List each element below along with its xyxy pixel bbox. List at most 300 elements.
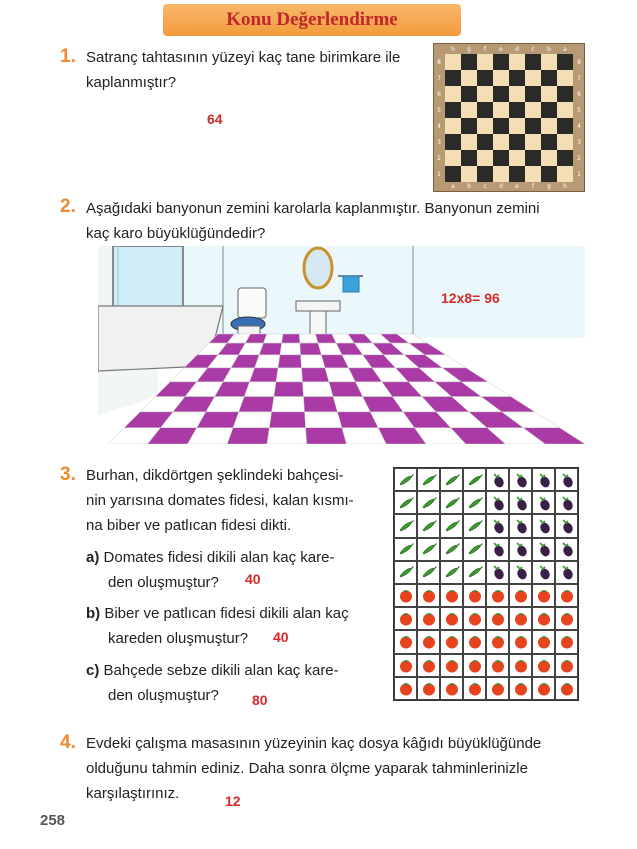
chess-square xyxy=(461,134,477,150)
tomato-cell xyxy=(532,584,555,607)
tomato-cell xyxy=(394,584,417,607)
floor-tile xyxy=(274,382,304,397)
tomato-icon xyxy=(467,681,483,696)
chess-square xyxy=(557,54,573,70)
board-left-label: 6 xyxy=(437,91,441,98)
section-title: Konu Değerlendirme xyxy=(226,9,398,30)
question-4-number: 4. xyxy=(60,732,76,753)
chess-board xyxy=(433,43,585,192)
chess-square xyxy=(477,166,493,182)
eggplant-cell xyxy=(532,538,555,561)
question-3c-line2: den oluşmuştur? xyxy=(108,687,219,704)
pepper-cell xyxy=(417,561,440,584)
tomato-cell xyxy=(532,607,555,630)
tomato-icon xyxy=(444,681,460,696)
pepper-cell xyxy=(394,491,417,514)
eggplant-cell xyxy=(555,538,578,561)
tomato-cell xyxy=(555,677,578,700)
chess-square xyxy=(477,134,493,150)
tomato-icon xyxy=(513,681,529,696)
chess-square xyxy=(541,54,557,70)
tomato-icon xyxy=(490,634,506,649)
question-3-text xyxy=(86,463,386,538)
question-2-line2: kaç karo büyüklüğündedir? xyxy=(86,225,266,242)
question-3b-line1: Biber ve patlıcan fidesi dikili alan kaç xyxy=(104,605,349,622)
tomato-cell xyxy=(532,630,555,653)
floor-tile xyxy=(272,397,305,412)
tomato-icon xyxy=(421,658,437,673)
board-left-label: 1 xyxy=(437,171,441,178)
tomato-cell xyxy=(532,677,555,700)
board-top-label: c xyxy=(531,46,535,53)
chess-square xyxy=(509,134,525,150)
chess-square xyxy=(461,54,477,70)
pepper-cell xyxy=(440,468,463,491)
question-3b xyxy=(86,601,386,651)
pepper-icon xyxy=(398,497,414,509)
question-3b-line2: kareden oluşmuştur? xyxy=(108,630,249,647)
eggplant-icon xyxy=(514,518,528,534)
eggplant-icon xyxy=(491,564,505,580)
floor-tile xyxy=(267,428,307,444)
eggplant-cell xyxy=(486,561,509,584)
board-bottom-label: h xyxy=(563,183,567,190)
chess-square xyxy=(445,86,461,102)
chess-square xyxy=(477,118,493,134)
chess-square xyxy=(541,166,557,182)
pepper-icon xyxy=(467,474,483,486)
board-top-label: b xyxy=(547,46,551,53)
floor-tile xyxy=(301,355,325,368)
question-1-line2: kaplanmıştır? xyxy=(86,74,177,91)
tomato-cell xyxy=(440,677,463,700)
eggplant-cell xyxy=(486,514,509,537)
tomato-icon xyxy=(398,611,414,626)
pepper-cell xyxy=(417,468,440,491)
floor-tile xyxy=(306,428,347,444)
question-3a xyxy=(86,545,386,595)
chess-square xyxy=(557,150,573,166)
chess-square xyxy=(445,54,461,70)
chess-square xyxy=(509,70,525,86)
pepper-cell xyxy=(440,538,463,561)
eggplant-cell xyxy=(486,491,509,514)
tomato-cell xyxy=(532,654,555,677)
tomato-icon xyxy=(398,658,414,673)
tomato-icon xyxy=(444,634,460,649)
tomato-cell xyxy=(555,654,578,677)
pepper-cell xyxy=(440,491,463,514)
eggplant-icon xyxy=(537,518,551,534)
chess-square xyxy=(493,166,509,182)
tomato-icon xyxy=(421,634,437,649)
question-3-line1: Burhan, dikdörtgen şeklindeki bahçesi- xyxy=(86,467,344,484)
board-left-label: 8 xyxy=(437,59,441,66)
pepper-icon xyxy=(444,474,460,486)
chess-square xyxy=(461,150,477,166)
pepper-icon xyxy=(444,520,460,532)
question-3c-answer: 80 xyxy=(252,692,268,708)
eggplant-cell xyxy=(532,514,555,537)
tomato-cell xyxy=(509,584,532,607)
tomato-cell xyxy=(440,584,463,607)
board-bottom-label: d xyxy=(499,183,503,190)
eggplant-icon xyxy=(491,495,505,511)
pepper-icon xyxy=(444,497,460,509)
eggplant-cell xyxy=(509,538,532,561)
tomato-icon xyxy=(536,611,552,626)
chess-square xyxy=(509,118,525,134)
question-3-line3: na biber ve patlıcan fidesi dikti. xyxy=(86,517,292,534)
pepper-icon xyxy=(421,474,437,486)
tomato-cell xyxy=(486,607,509,630)
pepper-cell xyxy=(463,468,486,491)
chess-square xyxy=(493,102,509,118)
tomato-cell xyxy=(486,630,509,653)
eggplant-cell xyxy=(555,514,578,537)
tomato-icon xyxy=(513,611,529,626)
tomato-cell xyxy=(417,677,440,700)
tomato-cell xyxy=(509,630,532,653)
chess-square xyxy=(525,166,541,182)
pepper-icon xyxy=(467,566,483,578)
tomato-cell xyxy=(486,677,509,700)
board-left-label: 7 xyxy=(437,75,441,82)
tomato-cell xyxy=(440,654,463,677)
chess-square xyxy=(445,134,461,150)
eggplant-cell xyxy=(555,491,578,514)
board-top-label: g xyxy=(467,46,471,53)
pepper-icon xyxy=(398,474,414,486)
question-4-line1: Evdeki çalışma masasının yüzeyinin kaç dosya kâğıdı büyüklüğünde xyxy=(86,735,542,752)
question-3-line2: nin yarısına domates fidesi, kalan kısmı- xyxy=(86,492,354,509)
board-bottom-label: g xyxy=(547,183,551,190)
page-number: 258 xyxy=(40,812,66,829)
eggplant-icon xyxy=(491,472,505,488)
chess-square xyxy=(557,86,573,102)
tomato-icon xyxy=(513,634,529,649)
floor-tile xyxy=(244,382,276,397)
eggplant-icon xyxy=(491,518,505,534)
chess-square xyxy=(557,118,573,134)
chess-square xyxy=(509,102,525,118)
tomato-icon xyxy=(421,611,437,626)
eggplant-icon xyxy=(514,495,528,511)
chess-square xyxy=(493,118,509,134)
chess-square xyxy=(477,102,493,118)
eggplant-icon xyxy=(537,472,551,488)
tomato-icon xyxy=(559,658,575,673)
floor-tile xyxy=(250,368,279,382)
chess-square xyxy=(509,150,525,166)
question-2-number: 2. xyxy=(60,196,76,217)
board-left-label: 5 xyxy=(437,107,441,114)
eggplant-icon xyxy=(560,518,574,534)
pepper-cell xyxy=(463,514,486,537)
chess-squares xyxy=(445,54,573,182)
question-2-line1: Aşağıdaki banyonun zemini karolarla kaplanmıştır. Banyonun zemini xyxy=(86,200,540,217)
tomato-icon xyxy=(398,588,414,603)
board-right-label: 7 xyxy=(577,75,581,82)
eggplant-icon xyxy=(514,541,528,557)
question-4-line3: karşılaştırınız. xyxy=(86,785,180,802)
board-top-label: a xyxy=(563,46,567,53)
eggplant-cell xyxy=(532,468,555,491)
pepper-icon xyxy=(467,520,483,532)
pepper-cell xyxy=(440,514,463,537)
chess-square xyxy=(477,54,493,70)
floor-tile xyxy=(304,397,338,412)
eggplant-cell xyxy=(486,538,509,561)
pepper-cell xyxy=(417,538,440,561)
question-3b-label: b) xyxy=(86,605,101,622)
eggplant-cell xyxy=(509,468,532,491)
chess-square xyxy=(525,86,541,102)
tomato-cell xyxy=(555,584,578,607)
floor-tile xyxy=(302,368,329,382)
pepper-icon xyxy=(421,543,437,555)
question-4-line2: olduğunu tahmin ediniz. Daha sonra ölçme yaparak tahminlerinizle xyxy=(86,760,528,777)
tomato-cell xyxy=(463,677,486,700)
pepper-cell xyxy=(417,491,440,514)
pepper-cell xyxy=(417,514,440,537)
chess-square xyxy=(557,70,573,86)
floor-tile xyxy=(255,355,280,368)
floor-tile xyxy=(305,412,342,428)
eggplant-cell xyxy=(555,561,578,584)
board-top-label: h xyxy=(451,46,455,53)
question-3c-line1: Bahçede sebze dikili alan kaç kare- xyxy=(103,662,339,679)
chess-square xyxy=(541,86,557,102)
question-1-text xyxy=(86,45,400,95)
eggplant-icon xyxy=(560,472,574,488)
board-bottom-label: c xyxy=(483,183,487,190)
chess-square xyxy=(493,134,509,150)
board-top-label: f xyxy=(483,46,487,53)
chess-square xyxy=(557,134,573,150)
tomato-cell xyxy=(394,654,417,677)
tomato-icon xyxy=(559,634,575,649)
tomato-icon xyxy=(421,681,437,696)
eggplant-cell xyxy=(509,561,532,584)
chess-square xyxy=(541,150,557,166)
floor-tile xyxy=(278,355,301,368)
chess-square xyxy=(493,86,509,102)
chess-square xyxy=(541,102,557,118)
pepper-icon xyxy=(421,520,437,532)
garden-grid xyxy=(393,467,579,701)
tomato-icon xyxy=(536,681,552,696)
pepper-icon xyxy=(467,497,483,509)
chess-square xyxy=(557,166,573,182)
question-3a-line1: Domates fidesi dikili alan kaç kare- xyxy=(103,549,335,566)
tomato-cell xyxy=(440,607,463,630)
chess-square xyxy=(525,102,541,118)
chess-square xyxy=(525,70,541,86)
pepper-icon xyxy=(398,520,414,532)
eggplant-icon xyxy=(514,472,528,488)
tomato-cell xyxy=(417,607,440,630)
chess-square xyxy=(509,54,525,70)
chess-square xyxy=(461,118,477,134)
tomato-icon xyxy=(444,588,460,603)
chess-square xyxy=(445,166,461,182)
eggplant-cell xyxy=(555,468,578,491)
board-bottom-label: f xyxy=(531,183,535,190)
tomato-icon xyxy=(536,634,552,649)
eggplant-cell xyxy=(509,514,532,537)
tomato-cell xyxy=(486,654,509,677)
chess-square xyxy=(477,70,493,86)
chess-square xyxy=(445,70,461,86)
board-right-label: 8 xyxy=(577,59,581,66)
tomato-icon xyxy=(467,634,483,649)
bathroom-illustration xyxy=(98,246,585,444)
tomato-icon xyxy=(536,588,552,603)
tomato-icon xyxy=(444,658,460,673)
chess-square xyxy=(541,118,557,134)
eggplant-icon xyxy=(560,564,574,580)
chess-square xyxy=(525,54,541,70)
question-3c xyxy=(86,658,386,708)
pepper-cell xyxy=(394,561,417,584)
tomato-icon xyxy=(398,681,414,696)
pepper-icon xyxy=(421,566,437,578)
tomato-cell xyxy=(417,630,440,653)
tomato-cell xyxy=(486,584,509,607)
pepper-icon xyxy=(421,497,437,509)
eggplant-icon xyxy=(537,564,551,580)
tomato-icon xyxy=(536,658,552,673)
pepper-cell xyxy=(394,514,417,537)
pepper-cell xyxy=(463,491,486,514)
tomato-icon xyxy=(559,588,575,603)
question-3c-label: c) xyxy=(86,662,100,679)
eggplant-cell xyxy=(486,468,509,491)
eggplant-icon xyxy=(560,495,574,511)
tomato-cell xyxy=(440,630,463,653)
chess-square xyxy=(525,150,541,166)
board-right-label: 3 xyxy=(577,139,581,146)
tomato-cell xyxy=(417,654,440,677)
board-right-label: 1 xyxy=(577,171,581,178)
floor-tile xyxy=(233,412,272,428)
tomato-cell xyxy=(509,677,532,700)
chess-square xyxy=(461,166,477,182)
chess-square xyxy=(541,134,557,150)
tomato-cell xyxy=(463,584,486,607)
board-right-label: 6 xyxy=(577,91,581,98)
chess-square xyxy=(461,70,477,86)
tomato-icon xyxy=(490,588,506,603)
tomato-icon xyxy=(398,634,414,649)
chess-square xyxy=(461,102,477,118)
chess-square xyxy=(493,54,509,70)
floor-tile xyxy=(263,334,283,343)
tomato-cell xyxy=(463,607,486,630)
pepper-icon xyxy=(398,543,414,555)
tomato-icon xyxy=(513,588,529,603)
question-2-answer: 12x8= 96 xyxy=(441,290,500,306)
chess-square xyxy=(493,70,509,86)
tomato-cell xyxy=(463,630,486,653)
eggplant-icon xyxy=(514,564,528,580)
board-bottom-label: a xyxy=(451,183,455,190)
tomato-cell xyxy=(394,607,417,630)
chess-square xyxy=(509,86,525,102)
chess-square xyxy=(445,102,461,118)
floor-tile xyxy=(259,343,281,355)
eggplant-icon xyxy=(491,541,505,557)
question-3-number: 3. xyxy=(60,464,76,485)
section-title-banner xyxy=(163,4,461,36)
floor-tile xyxy=(280,343,301,355)
eggplant-cell xyxy=(532,561,555,584)
pepper-cell xyxy=(394,468,417,491)
chess-board-svg xyxy=(434,44,584,191)
board-right-label: 2 xyxy=(577,155,581,162)
tomato-icon xyxy=(559,681,575,696)
question-3a-label: a) xyxy=(86,549,100,566)
chess-square xyxy=(525,134,541,150)
chess-square xyxy=(557,102,573,118)
tomato-cell xyxy=(394,677,417,700)
tomato-cell xyxy=(417,584,440,607)
floor-tile xyxy=(282,334,300,343)
question-3b-answer: 40 xyxy=(273,629,289,645)
pepper-icon xyxy=(467,543,483,555)
chess-square xyxy=(509,166,525,182)
question-1-number: 1. xyxy=(60,46,76,67)
question-1-line1: Satranç tahtasının yüzeyi kaç tane birimkare ile xyxy=(86,49,401,66)
eggplant-icon xyxy=(537,495,551,511)
eggplant-cell xyxy=(509,491,532,514)
tomato-icon xyxy=(467,588,483,603)
chess-square xyxy=(493,150,509,166)
tomato-cell xyxy=(463,654,486,677)
board-left-label: 4 xyxy=(437,123,441,130)
question-1-answer: 64 xyxy=(207,111,223,127)
tomato-icon xyxy=(490,658,506,673)
tomato-icon xyxy=(490,681,506,696)
question-3a-answer: 40 xyxy=(245,571,261,587)
pepper-cell xyxy=(394,538,417,561)
board-bottom-label: b xyxy=(467,183,471,190)
floor-tile xyxy=(269,412,305,428)
floor-tile xyxy=(300,343,322,355)
pepper-cell xyxy=(463,561,486,584)
board-left-label: 2 xyxy=(437,155,441,162)
question-4-answer: 12 xyxy=(225,793,241,809)
pepper-icon xyxy=(398,566,414,578)
tomato-cell xyxy=(509,654,532,677)
pepper-icon xyxy=(444,543,460,555)
floor-tile xyxy=(276,368,302,382)
chess-square xyxy=(541,70,557,86)
tomato-icon xyxy=(467,658,483,673)
pepper-cell xyxy=(463,538,486,561)
chess-square xyxy=(461,86,477,102)
pepper-icon xyxy=(444,566,460,578)
tomato-cell xyxy=(509,607,532,630)
tomato-icon xyxy=(559,611,575,626)
question-4-text xyxy=(86,731,586,806)
tomato-icon xyxy=(513,658,529,673)
board-left-label: 3 xyxy=(437,139,441,146)
floor-tile xyxy=(303,382,334,397)
eggplant-cell xyxy=(532,491,555,514)
board-bottom-label: e xyxy=(515,183,519,190)
